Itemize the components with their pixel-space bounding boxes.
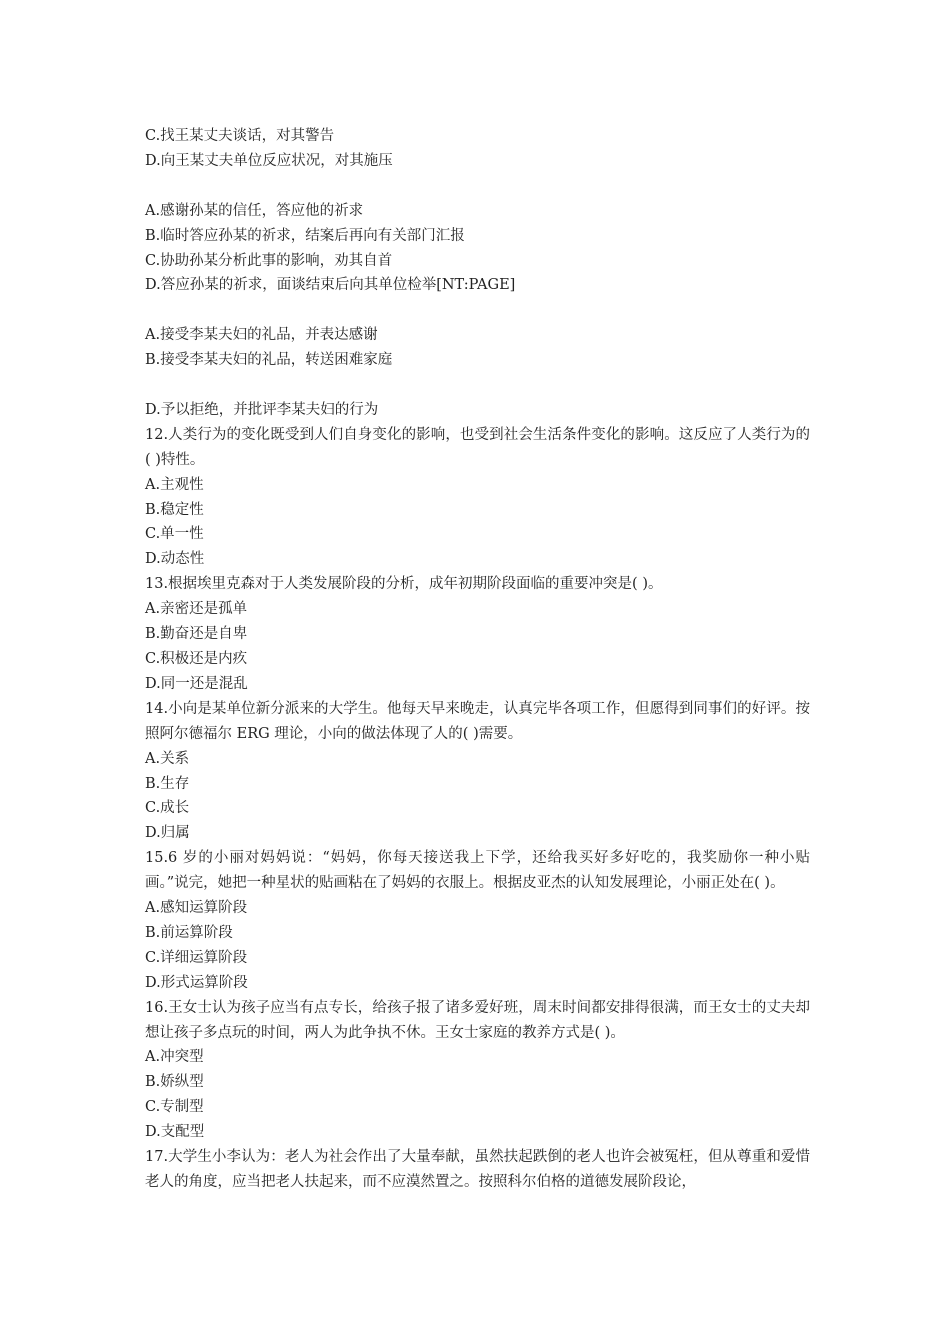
text-line: A.冲突型	[145, 1049, 204, 1066]
text-line: D.同一还是混乱	[145, 675, 248, 692]
text-line: C.单一性	[145, 526, 204, 543]
text-line: A.接受李某夫妇的礼品，并表达感谢	[145, 327, 378, 344]
text-line: D.归属	[145, 825, 190, 842]
blank-line	[145, 373, 810, 398]
text-line: C.成长	[145, 800, 190, 817]
text-line: B.前运算阶段	[145, 924, 233, 941]
text-line: D.答应孙某的祈求，面谈结束后向其单位检举[NT:PAGE]	[145, 277, 516, 294]
text-line: D.形式运算阶段	[145, 974, 248, 991]
text-line: C.积极还是内疚	[145, 650, 248, 667]
question-text: 16.王女士认为孩子应当有点专长，给孩子报了诸多爱好班，周末时间都安排得很满，而王女士的丈夫却想让孩子多点玩的时间，两人为此争执不休。王女士家庭的教养方式是( )。	[145, 999, 810, 1041]
blank-line	[145, 298, 810, 323]
text-line: B.接受李某夫妇的礼品，转送困难家庭	[145, 352, 393, 369]
text-line: D.予以拒绝，并批评李某夫妇的行为	[145, 401, 379, 418]
text-line: D.支配型	[145, 1124, 205, 1141]
text-line: A.关系	[145, 750, 190, 767]
text-line: C.详细运算阶段	[145, 949, 248, 966]
text-line: D.向王某丈夫单位反应状况，对其施压	[145, 152, 393, 169]
text-line: B.娇纵型	[145, 1074, 204, 1091]
text-line: A.感知运算阶段	[145, 900, 248, 917]
document-page	[145, 124, 810, 1195]
question-text: 17.大学生小李认为：老人为社会作出了大量奉献，虽然扶起跌倒的老人也许会被冤枉，但从尊重和爱惜老人的角度，应当把老人扶起来，而不应漠然置之。按照科尔伯格的道德发展阶段论，	[145, 1149, 810, 1191]
question-text: 13.根据埃里克森对于人类发展阶段的分析，成年初期阶段面临的重要冲突是( )。	[145, 576, 663, 593]
text-line: A.亲密还是孤单	[145, 601, 248, 618]
text-line: D.动态性	[145, 551, 205, 568]
text-line: B.勤奋还是自卑	[145, 626, 248, 643]
text-line: A.感谢孙某的信任，答应他的祈求	[145, 202, 364, 219]
text-line: C.协助孙某分析此事的影响，劝其自首	[145, 252, 393, 269]
blank-line	[145, 174, 810, 199]
question-text: 15.6 岁的小丽对妈妈说：“妈妈，你每天接送我上下学，还给我买好多好吃的，我奖励你一种小贴画。”说完，她把一种星状的贴画粘在了妈妈的衣服上。根据皮亚杰的认知发展理论，小丽正处在( )。	[145, 850, 810, 892]
text-line: B.临时答应孙某的祈求，结案后再向有关部门汇报	[145, 227, 465, 244]
text-line: A.主观性	[145, 476, 204, 493]
text-line: B.稳定性	[145, 501, 204, 518]
text-line: C.找王某丈夫谈话，对其警告	[145, 128, 335, 144]
question-text: 12.人类行为的变化既受到人们自身变化的影响，也受到社会生活条件变化的影响。这反应了人类行为的( )特性。	[145, 426, 810, 468]
text-line: B.生存	[145, 775, 190, 792]
text-line: C.专制型	[145, 1099, 204, 1116]
question-text: 14.小向是某单位新分派来的大学生。他每天早来晚走，认真完毕各项工作，但愿得到同事们的好评。按照阿尔德福尔 ERG 理论，小向的做法体现了人的( )需要。	[145, 700, 810, 742]
